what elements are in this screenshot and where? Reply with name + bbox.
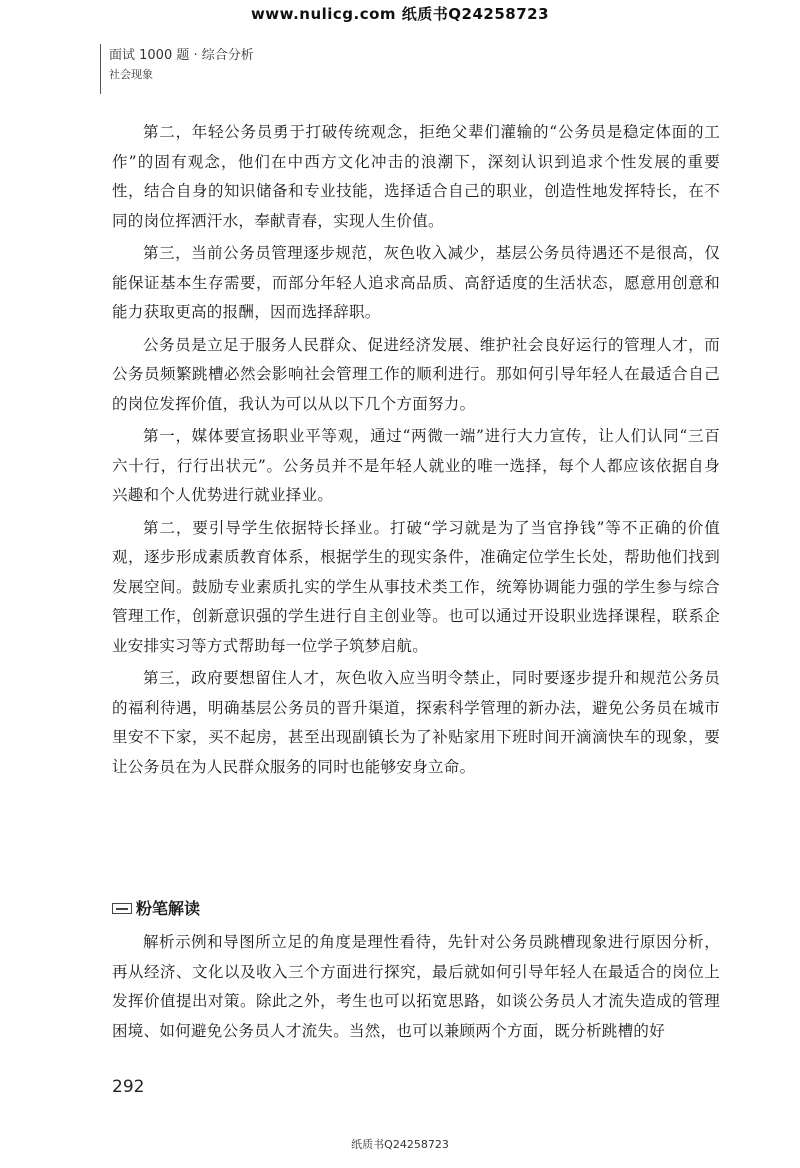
section-heading — [112, 896, 200, 919]
body-text — [112, 118, 720, 785]
paragraph: 第三，当前公务员管理逐步规范，灰色收入减少，基层公务员待遇还不是很高，仅能保证基本生存需要，而部分年轻人追求高品质、高舒适度的生活状态，愿意用创意和能力获取更高的报酬，因而选择辞职。 — [112, 244, 720, 321]
analysis-text — [112, 928, 720, 1046]
analysis-paragraph: 解析示例和导图所立足的角度是理性看待，先针对公务员跳槽现象进行原因分析，再从经济、文化以及收入三个方面进行探究，最后就如何引导年轻人在最适合的岗位上发挥价值提出对策。除此之外，考生也可以拓宽思路，如谈公务员人才流失造成的管理困境、如何避免公务员人才流失。当然，也可以兼顾两个方面，既分析跳槽的好 — [112, 933, 720, 1040]
book-title: 面试 1000 题 · 综合分析 — [109, 48, 254, 63]
paragraph: 第二，年轻公务员勇于打破传统观念，拒绝父辈们灌输的“公务员是稳定体面的工作”的固有观念，他们在中西方文化冲击的浪潮下，深刻认识到追求个性发展的重要性，结合自身的知识储备和专业技能，选择适合自己的职业，创造性地发挥特长，在不同的岗位挥洒汗水，奉献青春，实现人生价值。 — [112, 123, 720, 230]
section-heading-label: 粉笔解读 — [136, 899, 201, 918]
footer-watermark: 纸质书Q24258723 — [351, 1138, 449, 1151]
chapter-subtitle: 社会现象 — [109, 68, 153, 81]
section-badge-icon — [112, 903, 132, 914]
paragraph: 第二，要引导学生依据特长择业。打破“学习就是为了当官挣钱”等不正确的价值观，逐步形成素质教育体系，根据学生的现实条件，准确定位学生长处，帮助他们找到发展空间。鼓励专业素质扎实的学生从事技术类工作，统筹协调能力强的学生参与综合管理工作，创新意识强的学生进行自主创业等。也可以通过开设职业选择课程，联系企业安排实习等方式帮助每一位学子筑梦启航。 — [112, 518, 720, 655]
page-number: 292 — [112, 1077, 145, 1097]
running-header — [100, 44, 360, 94]
paragraph: 公务员是立足于服务人民群众、促进经济发展、维护社会良好运行的管理人才，而公务员频繁跳槽必然会影响社会管理工作的顺利进行。那如何引导年轻人在最适合自己的岗位发挥价值，我认为可以从以下几个方面努力。 — [112, 335, 720, 413]
paragraph: 第三，政府要想留住人才，灰色收入应当明令禁止，同时要逐步提升和规范公务员的福利待遇，明确基层公务员的晋升渠道，探索科学管理的新办法，避免公务员在城市里安不下家，买不起房，甚至出现副镇长为了补贴家用下班时间开滴滴快车的现象，要让公务员在为人民群众服务的同时也能够安身立命。 — [112, 669, 720, 776]
paragraph: 第一，媒体要宣扬职业平等观，通过“两微一端”进行大力宣传，让人们认同“三百六十行，行行出状元”。公务员并不是年轻人就业的唯一选择，每个人都应该依据自身兴趣和个人优势进行就业择业。 — [112, 427, 720, 504]
watermark-banner: www.nulicg.com 纸质书Q24258723 — [250, 5, 550, 23]
